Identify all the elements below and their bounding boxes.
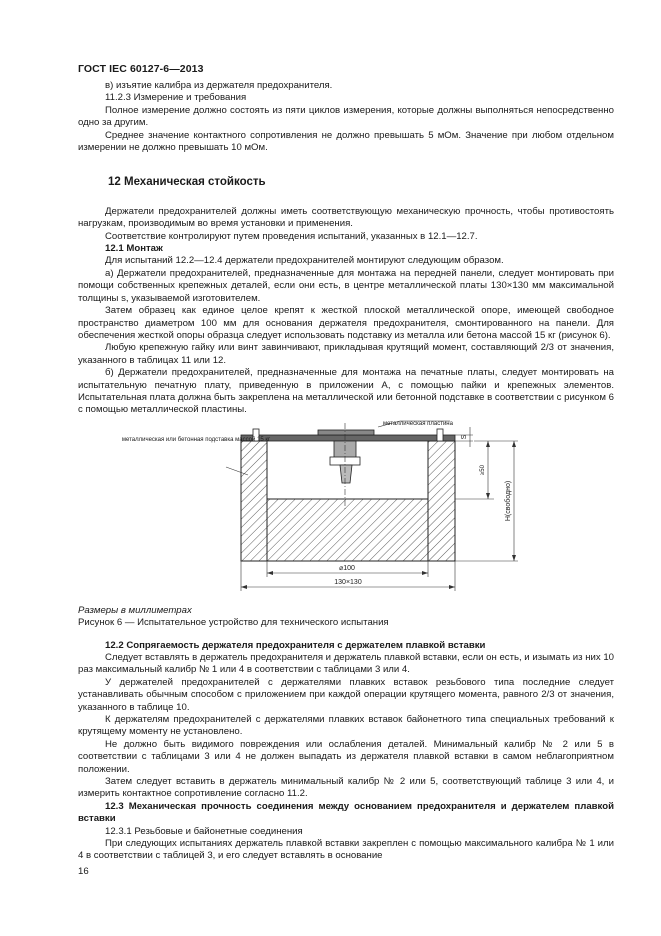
paragraph: Для испытаний 12.2—12.4 держатели предохранителей монтируют следующим образом. [105, 255, 504, 267]
paragraph: в) изъятие калибра из держателя предохранителя. [105, 80, 333, 91]
paragraph: При следующих испытаниях держатель плавкой вставки закреплен с помощью максимального калибра № 1 или 4 в соответствии с таблицей 3, и его следует вставлять в основание [78, 838, 614, 862]
page-body [78, 80, 614, 863]
paragraph: У держателей предохранителей с держателями плавких вставок резьбового типа последние следует устанавливать обычным способом с приложением при каждой операции крутящего момента, равного 2/3 от значения, указанного в таблице 10. [78, 676, 614, 713]
subsubsection-title: 12.3.1 Резьбовые и байонетные соединения [105, 825, 303, 837]
dim-h-label: H(свободно) [505, 480, 512, 521]
support-base [267, 499, 428, 561]
document-header: ГОСТ IEC 60127-6—2013 [78, 63, 204, 75]
figure-6-drawing [78, 419, 614, 605]
paragraph: Не должно быть видимого повреждения или ослабления деталей. Минимальный калибр № 2 или 5 в соответствии с таблицами 3 или 4 не должен выпадать из держателя плавкой вставки в самом неблагоприятном положении. [78, 738, 614, 775]
dim-s-label: S [461, 434, 468, 440]
dim-100-label: ⌀100 [339, 564, 355, 572]
paragraph: а) Держатели предохранителей, предназначенные для монтажа на передней панели, следует монтировать при помощи собственных крепежных деталей, если они есть, в центре металлической платы 130×130 мм максимальной толщины s, указываемой изготовителем. [78, 267, 614, 304]
plate-label: металлическая пластина [383, 420, 453, 427]
paragraph: К держателям предохранителей с держателями плавких вставок байонетного типа специальных требований к крутящему моменту не установлено. [78, 714, 614, 738]
paragraph: Держатели предохранителей должны иметь соответствующую механическую прочность, чтобы противостоять нагрузкам, производимым во время установки и применения. [78, 205, 614, 230]
subsection-title: 12.2 Сопрягаемость держателя предохранителя с держателем плавкой вставки [105, 639, 486, 651]
dim-50-label: ≥50 [480, 464, 486, 475]
paragraph: Затем образец как единое целое крепят к жесткой плоской металлической опоре, имеющей свободное пространство диаметром 100 мм для основания держателя предохранителя, смонтированного на панели. Для обеспечения жесткой опоры образца следует использовать подставку из металла или бетона массой 15 кг (рисунок 6). [78, 305, 614, 341]
dim-130-label: 130×130 [334, 578, 362, 586]
support-right-wall [428, 441, 455, 561]
paragraph: б) Держатели предохранителей, предназначенные для монтажа на печатные платы, следует монтировать на испытательную печатную плату, приведенную в приложении А, с помощью пайки и крепежных элементов. Испытательная плата должна быть закреплена на металлической или бетонной подставке в соответствии с рисунком 6 с помощью металлической пластины. [78, 367, 614, 416]
subsection-title: 12.3 Механическая прочность соединения между основанием предохранителя и держателем плавкой вставки [78, 800, 614, 825]
paragraph: Полное измерение должно состоять из пяти циклов измерения, которые должны выполняться непосредственно одно за другим. [78, 104, 614, 129]
paragraph: Любую крепежную гайку или винт завинчивают, прикладывая крутящий момент, составляющий 2/3 от значения, указанного в таблицах 11 или 12. [78, 342, 614, 366]
paragraph: 11.2.3 Измерение и требования [105, 92, 247, 104]
support-label: металлическая или бетонная подставка массой 15 кг [121, 436, 271, 443]
fuse-holder-flange [318, 430, 374, 435]
screw-right [437, 429, 443, 441]
metal-plate [241, 435, 455, 441]
paragraph: Затем следует вставить в держатель минимальный калибр № 2 или 5, соответствующий таблице 3 или 4, и измерить контактное сопротивление согласно 11.2. [78, 776, 614, 800]
figure-caption: Рисунок 6 — Испытательное устройство для технического испытания [78, 617, 389, 629]
support-left-wall [241, 441, 267, 561]
paragraph: Соответствие контролируют путем проведения испытаний, указанных в 12.1—12.7. [105, 230, 478, 242]
paragraph: Следует вставлять в держатель предохранителя и держатель плавкой вставки, если он есть, и изымать из них 10 раз максимальный калибр № 1 или 4 в соответствии с таблицами 3 или 4. [78, 651, 614, 676]
figure-units: Размеры в миллиметрах [78, 604, 192, 616]
fuse-holder-terminal [340, 465, 352, 483]
subsection-title: 12.1 Монтаж [105, 243, 163, 255]
paragraph: Среднее значение контактного сопротивления не должно превышать 5 мОм. Значение при любом отдельном измерении не должно превышать 10 мОм. [78, 129, 614, 154]
section-title: 12 Механическая стойкость [108, 176, 266, 189]
page-number: 16 [78, 866, 89, 877]
